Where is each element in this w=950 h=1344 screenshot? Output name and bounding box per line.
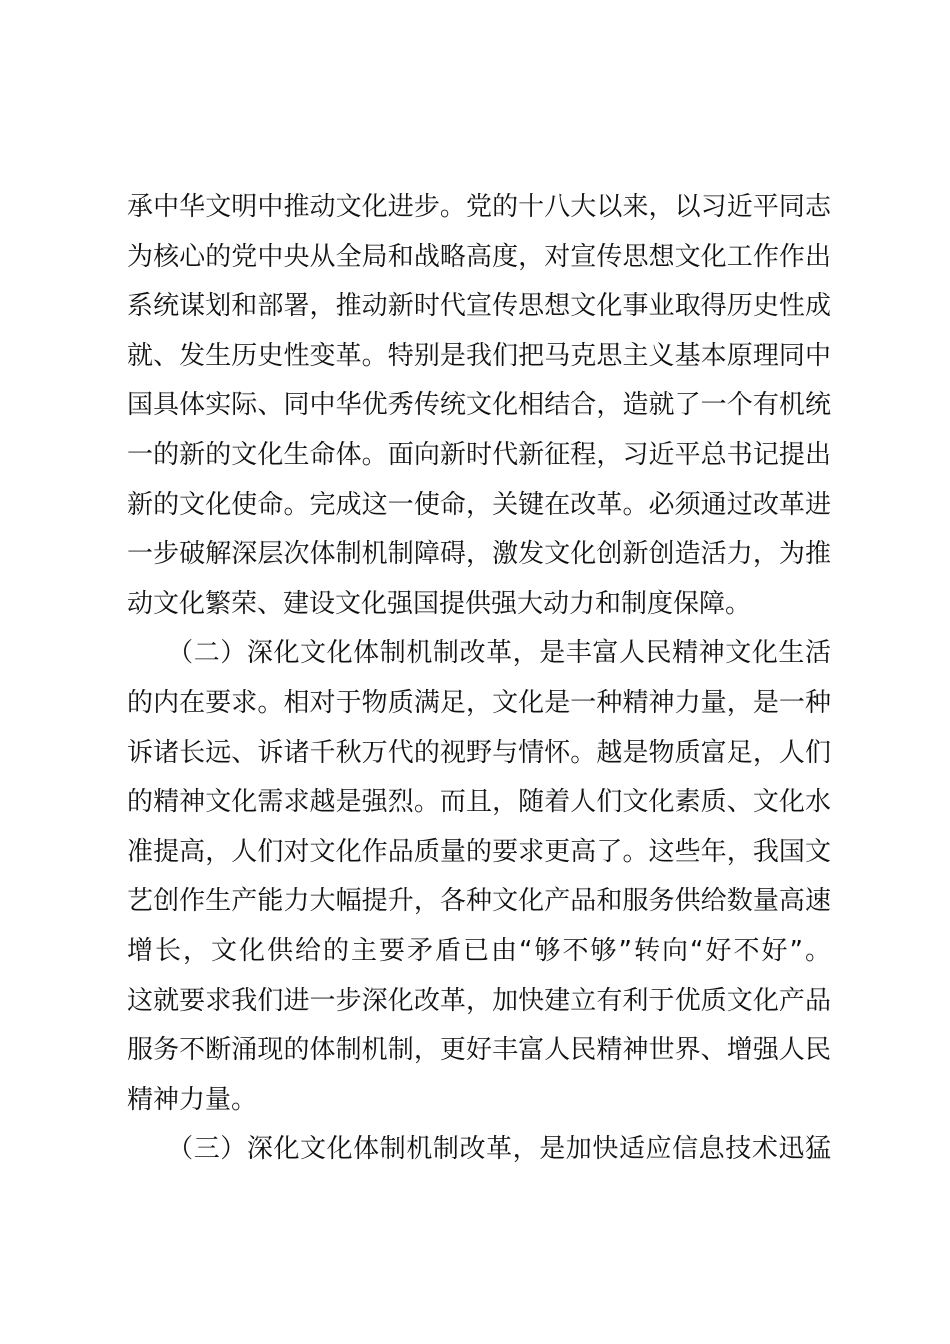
text-line: 的内在要求。相对于物质满足，文化是一种精神力量，是一种 bbox=[127, 687, 831, 718]
text-line: 艺创作生产能力大幅提升，各种文化产品和服务供给数量高速 bbox=[127, 886, 831, 917]
text-line: 承中华文明中推动文化进步。党的十八大以来，以习近平同志 bbox=[127, 192, 831, 222]
text-line: 一的新的文化生命体。面向新时代新征程，习近平总书记提出 bbox=[127, 439, 831, 470]
text-line: 诉诸长远、诉诸千秋万代的视野与情怀。越是物质富足，人们 bbox=[127, 737, 831, 768]
text-line: 动文化繁荣、建设文化强国提供强大动力和制度保障。 bbox=[127, 588, 752, 619]
text-line: 增长，文化供给的主要矛盾已由“够不够”转向“好不好”。 bbox=[127, 935, 831, 966]
text-line: （二）深化文化体制机制改革，是丰富人民精神文化生活 bbox=[127, 638, 831, 669]
text-line: 就、发生历史性变革。特别是我们把马克思主义基本原理同中 bbox=[127, 340, 831, 371]
text-line: 准提高，人们对文化作品质量的要求更高了。这些年，我国文 bbox=[127, 836, 831, 867]
text-line: 系统谋划和部署，推动新时代宣传思想文化事业取得历史性成 bbox=[127, 291, 831, 322]
text-line: 国具体实际、同中华优秀传统文化相结合，造就了一个有机统 bbox=[127, 390, 831, 421]
text-line: 服务不断涌现的体制机制，更好丰富人民精神世界、增强人民 bbox=[127, 1035, 831, 1066]
text-line: 新的文化使命。完成这一使命，关键在改革。必须通过改革进 bbox=[127, 489, 831, 520]
text-line: 的精神文化需求越是强烈。而且，随着人们文化素质、文化水 bbox=[127, 787, 831, 818]
text-line: 精神力量。 bbox=[127, 1084, 258, 1115]
text-line: （三）深化文化体制机制改革，是加快适应信息技术迅猛 bbox=[127, 1134, 831, 1165]
text-line: 为核心的党中央从全局和战略高度，对宣传思想文化工作作出 bbox=[127, 241, 831, 272]
text-line: 这就要求我们进一步深化改革，加快建立有利于优质文化产品 bbox=[127, 985, 831, 1016]
body-text bbox=[127, 183, 831, 1175]
text-line: 一步破解深层次体制机制障碍，激发文化创新创造活力，为推 bbox=[127, 539, 831, 570]
